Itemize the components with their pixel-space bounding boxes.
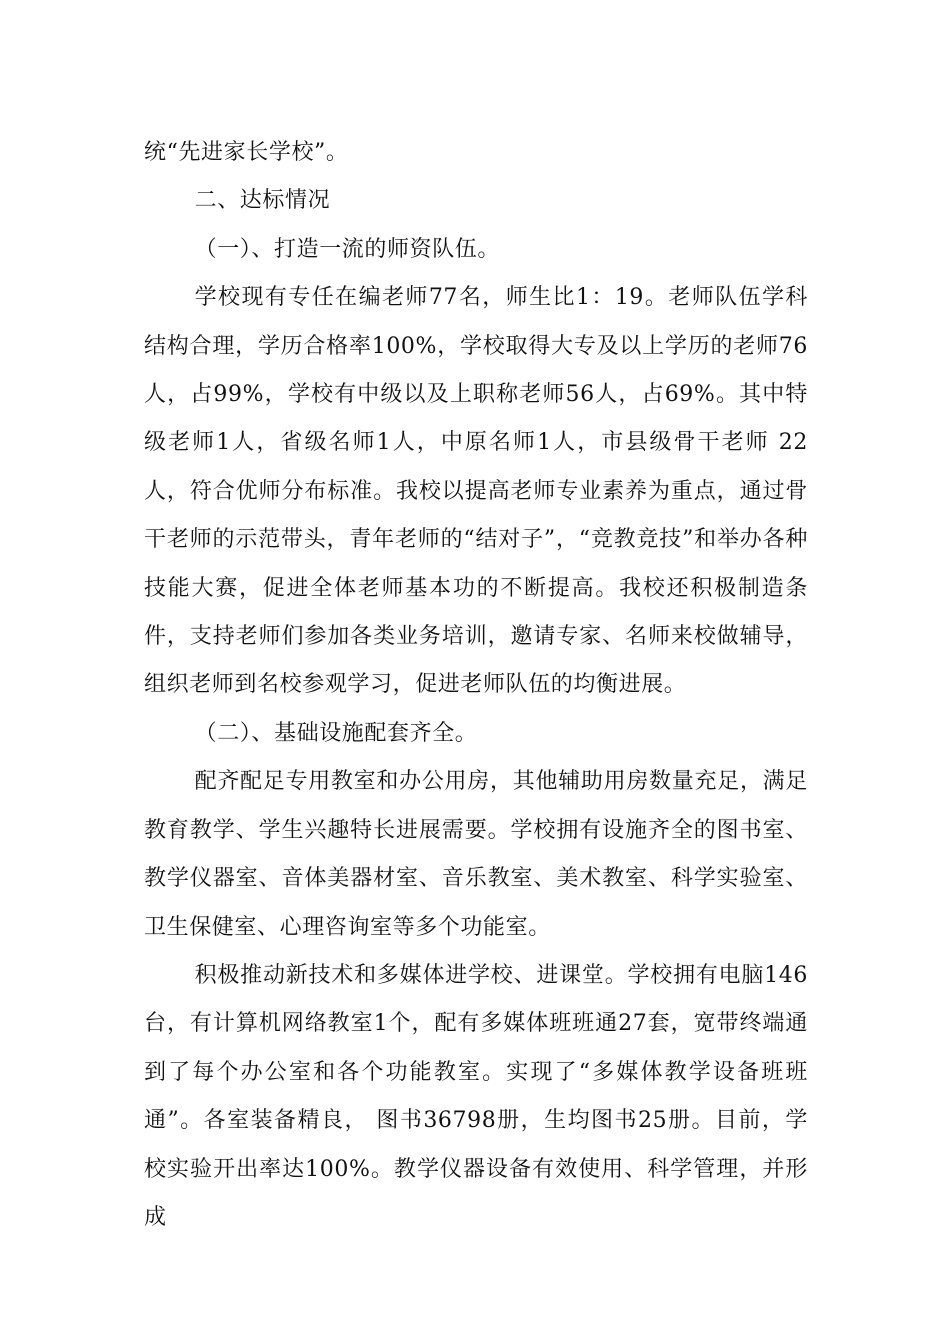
subsection-heading-facilities: （二）、基础设施配套齐全。	[194, 720, 478, 746]
paragraph-facilities: 配齐配足专用教室和办公用房，其他辅助用房数量充足，满足教育教学、学生兴趣特长进展需要。学校拥有设施齐全的图书室、教学仪器室、音体美器材室、音乐教室、美术教室、科学实验室、卫生保健室、心理咨询室等多个功能室。	[144, 769, 808, 940]
paragraph-continued: 统“先进家长学校”。	[144, 140, 349, 165]
paragraph-teachers: 学校现有专任在编老师77名，师生比1：19。老师队伍学科结构合理，学历合格率100%，学校取得大专及以上学历的老师76人，占99%，学校有中级以及上职称老师56人，占69%。其中特级老师1人，省级名师1人，中原名师1人，市县级骨干老师 22 人，符合优师分布标准。我校以提高老师专业素养为重点，通过骨干老师的示范带头，青年老师的“结对子”，“竞教竞技”和举办各种技能大赛，促进全体老师基本功的不断提高。我校还积极制造条件，支持老师们参加各类业务培训，邀请专家、名师来校做辅导，组织老师到名校参观学习，促进老师队伍的均衡进展。	[144, 285, 808, 698]
document-body	[144, 129, 808, 1242]
section-heading-achievement: 二、达标情况	[194, 188, 331, 214]
subsection-heading-teachers: （一）、打造一流的师资队伍。	[194, 236, 500, 262]
paragraph-technology: 积极推动新技术和多媒体进学校、进课堂。学校拥有电脑146台，有计算机网络教室1个，配有多媒体班班通27套，宽带终端通到了每个办公室和各个功能教室。实现了“多媒体教学设备班班通”。各室装备精良， 图书36798册，生均图书25册。目前，学校实验开出率达100%。教学仪器设备有效使用、科学管理，并形成	[144, 962, 808, 1230]
